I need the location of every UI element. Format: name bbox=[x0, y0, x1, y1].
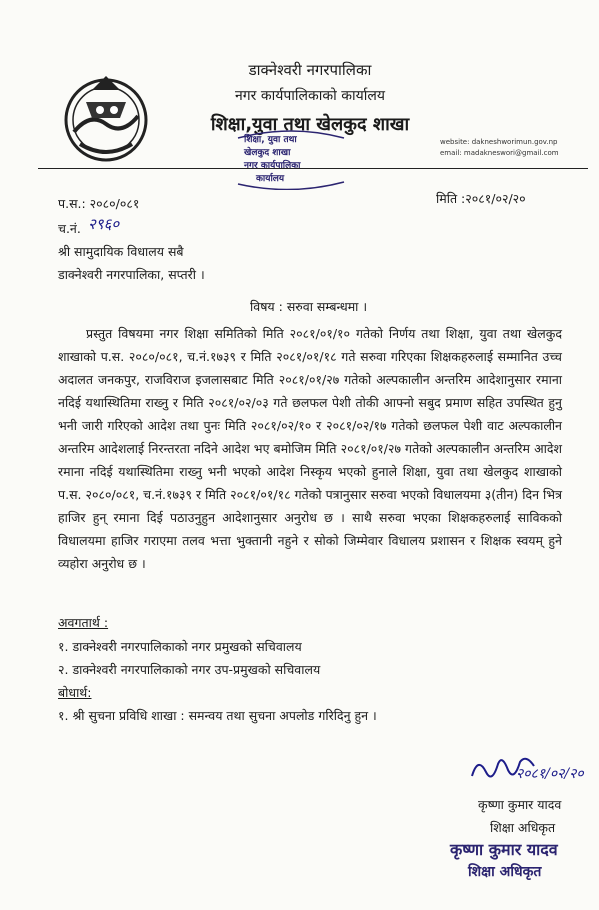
name-stamp: कृष्णा कुमार यादव bbox=[450, 840, 558, 859]
signatory-name: कृष्णा कुमार यादव bbox=[478, 797, 562, 812]
stamp-line: शिक्षा, युवा तथा bbox=[244, 135, 297, 145]
cc-item: १. डाक्नेश्वरी नगरपालिकाको नगर प्रमुखको सचिवालय bbox=[58, 639, 302, 654]
header-divider bbox=[38, 168, 588, 169]
stamp-line: नगर कार्यपालिका bbox=[244, 161, 301, 171]
municipality-emblem bbox=[60, 72, 152, 164]
title-stamp: शिक्षा अधिकृत bbox=[468, 864, 542, 880]
cn-value: २९६० bbox=[88, 215, 120, 233]
signature-date: २०८१/०२/२० bbox=[516, 766, 584, 782]
action-item: १. श्री सुचना प्रविधि शाखा : समन्वय तथा सुचना अपलोड गरिदिनु हुन । bbox=[58, 708, 377, 723]
org-name: डाक्नेश्वरी नगरपालिका bbox=[248, 61, 372, 79]
signatory-title: शिक्षा अधिकृत bbox=[490, 820, 556, 835]
office-name: नगर कार्यपालिकाको कार्यालय bbox=[235, 88, 385, 104]
letter-date: मिति :२०८१/०२/२० bbox=[436, 191, 526, 206]
cc-item: २. डाक्नेश्वरी नगरपालिकाको नगर उप-प्रमुखको सचिवालय bbox=[58, 662, 321, 677]
stamp-line: खेलकुद शाखा bbox=[244, 148, 291, 158]
office-stamp bbox=[232, 128, 350, 190]
cn-label: च.नं. bbox=[58, 221, 81, 236]
stamp-line: कार्यालय bbox=[256, 174, 285, 184]
branch-name: शिक्षा,युवा तथा खेलकुद शाखा bbox=[210, 114, 410, 135]
subject-line: विषय : सरुवा सम्बन्धमा । bbox=[250, 299, 368, 314]
website-text: website: dakneshworimun.gov.np bbox=[440, 138, 558, 146]
addressee-line: श्री सामुदायिक विधालय सबै bbox=[58, 244, 184, 259]
addressee-line: डाक्नेश्वरी नगरपालिका, सप्तरी । bbox=[58, 267, 205, 282]
body-paragraph: प्रस्तुत विषयमा नगर शिक्षा समितिको मिति २०८१/०१/१० गतेको निर्णय तथा शिक्षा, युवा तथा खेलकुद शाखाको प.स. २०८०/०८१, च.नं.१७३९ र मिति २०८१/०१/१८ गते सरुवा गरिएका शिक्षकहरुलाई सम्मानित उच्च अदालत जनकपुर, राजविराज इजलासबाट मिति २०८१/०१/२७ गतेको अल्पकालीन अन्तरिम आदेशानुसार रमाना नदिई यथास्थितिमा राख्नु र मिति २०८१/०२/०३ गते छलफल पेशी तोकी आफ्नो सबुद प्रमाण सहित उपस्थित हुनु भनी जारी गरिएको आदेश तथा पुनः मिति २०८१/०२/१० र २०८१/०२/१७ गतेको छलफल पेशी वाट अल्पकालीन अन्तरिम आदेशलाई निरन्तरता नदिने आदेश भए बमोजिम मिति २०८१/०१/२७ गतेको अल्पकालीन अन्तरिम आदेश रमाना नदिई यथास्थितिमा राख्नु भनी भएको आदेश निस्कृय भएको हुनाले शिक्षा, युवा तथा खेलकुद शाखाको प.स. २०८०/०८१, च.नं.१७३९ र मिति २०८१/०१/१८ गतेको पत्रानुसार सरुवा भएको विधालयमा ३(तीन) दिन भित्र हाजिर हुन् रमाना दिई पठाउनुहुन आदेशानुसार अनुरोध छ । साथै सरुवा भएका शिक्षकहरुलाई साविकको विधालयमा हाजिर गराएमा तलव भत्ता भुक्तानी नहुने र सोको जिम्मेवार विधालय प्रशासन र शिक्षक स्वयम् हुने व्यहोरा अनुरोध छ । bbox=[58, 326, 562, 571]
cc-heading: अवगतार्थ : bbox=[58, 615, 109, 630]
action-heading: बोधार्थ: bbox=[58, 685, 92, 700]
email-text: email: madakneswori@gmail.com bbox=[440, 149, 559, 157]
ps-number: प.स.: २०८०/०८१ bbox=[58, 196, 140, 211]
